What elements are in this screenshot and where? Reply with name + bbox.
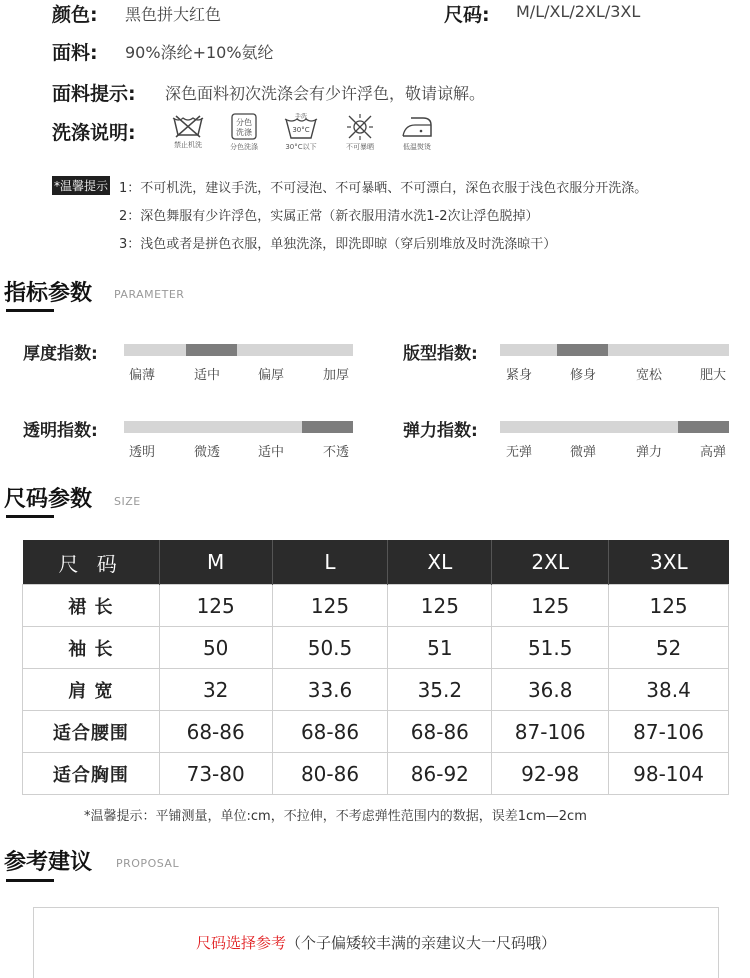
separate-wash-text-1: 分色 bbox=[236, 118, 252, 127]
transparency-option: 不透 bbox=[322, 445, 349, 460]
parameter-underline bbox=[6, 309, 54, 312]
size-header-cell: L bbox=[272, 540, 388, 585]
size-section-subtitle: SIZE bbox=[114, 495, 141, 508]
separate-wash-icon: 分色 洗涤 分色洗涤 bbox=[219, 113, 269, 152]
tip-badge: *温馨提示 bbox=[52, 176, 110, 195]
row-header-cell: 适合腰围 bbox=[23, 711, 160, 753]
thickness-option: 适中 bbox=[193, 368, 220, 383]
table-cell: 92-98 bbox=[492, 753, 609, 795]
proposal-title: 参考建议 bbox=[4, 850, 93, 875]
size-note: *温馨提示：平铺测量，单位:cm，不拉伸，不考虑弹性范围内的数据，误差1cm—2cm bbox=[84, 809, 587, 824]
row-header-cell: 肩 宽 bbox=[23, 669, 160, 711]
table-cell: 38.4 bbox=[609, 669, 729, 711]
thickness-level bbox=[186, 344, 237, 356]
fit-option: 紧身 bbox=[505, 368, 532, 383]
no-machine-wash-icon: 禁止机洗 bbox=[163, 113, 213, 150]
size-header-cell: 尺 码 bbox=[23, 540, 160, 585]
table-cell: 87-106 bbox=[609, 711, 729, 753]
table-cell: 125 bbox=[159, 585, 272, 627]
thickness-option: 偏薄 bbox=[128, 368, 155, 383]
table-cell: 86-92 bbox=[388, 753, 492, 795]
table-cell: 125 bbox=[492, 585, 609, 627]
size-table-header bbox=[23, 540, 729, 585]
table-row bbox=[23, 585, 729, 627]
proposal-text bbox=[34, 932, 718, 953]
fit-bar bbox=[500, 344, 729, 356]
thickness-bar bbox=[124, 344, 353, 356]
fabric-tip-label: 面料提示: bbox=[52, 83, 136, 105]
table-row bbox=[23, 753, 729, 795]
table-cell: 87-106 bbox=[492, 711, 609, 753]
proposal-body: （个子偏矮较丰满的亲建议大一尺码哦） bbox=[286, 934, 557, 952]
elasticity-option: 弹力 bbox=[635, 445, 662, 460]
tip-line-3: 3：浅色或者是拼色衣服，单独洗涤，即洗即晾（穿后别堆放及时洗涤晾干） bbox=[119, 237, 557, 252]
fit-option: 肥大 bbox=[699, 368, 726, 383]
elasticity-level bbox=[678, 421, 729, 433]
tip-line-1: 1：不可机洗，建议手洗，不可浸泡、不可暴晒、不可漂白，深色衣服于浅色衣服分开洗涤。 bbox=[119, 181, 648, 196]
elasticity-option: 高弹 bbox=[699, 445, 726, 460]
table-cell: 35.2 bbox=[388, 669, 492, 711]
table-cell: 125 bbox=[272, 585, 388, 627]
transparency-option: 微透 bbox=[193, 445, 220, 460]
elasticity-option: 无弹 bbox=[505, 445, 532, 460]
fabric-tip-value: 深色面料初次洗涤会有少许浮色，敬请谅解。 bbox=[165, 84, 486, 103]
size-header-cell: XL bbox=[388, 540, 492, 585]
proposal-highlight: 尺码选择参考 bbox=[195, 934, 286, 952]
table-cell: 51 bbox=[388, 627, 492, 669]
elasticity-option: 微弹 bbox=[569, 445, 596, 460]
transparency-option: 适中 bbox=[257, 445, 284, 460]
table-cell: 73-80 bbox=[159, 753, 272, 795]
table-row bbox=[23, 627, 729, 669]
hand-wash-text: 手洗 bbox=[294, 113, 308, 120]
row-header-cell: 袖 长 bbox=[23, 627, 160, 669]
table-cell: 50 bbox=[159, 627, 272, 669]
transparency-option: 透明 bbox=[128, 445, 155, 460]
fit-option: 宽松 bbox=[635, 368, 662, 383]
table-cell: 125 bbox=[388, 585, 492, 627]
parameter-subtitle: PARAMETER bbox=[114, 288, 185, 301]
table-cell: 52 bbox=[609, 627, 729, 669]
size-header-cell: 2XL bbox=[492, 540, 609, 585]
table-cell: 36.8 bbox=[492, 669, 609, 711]
table-row bbox=[23, 711, 729, 753]
row-header-cell: 适合胸围 bbox=[23, 753, 160, 795]
transparency-level bbox=[302, 421, 353, 433]
table-cell: 68-86 bbox=[272, 711, 388, 753]
color-label: 颜色: bbox=[52, 4, 98, 26]
transparency-label: 透明指数: bbox=[23, 421, 98, 441]
size-header-cell: M bbox=[159, 540, 272, 585]
fit-option: 修身 bbox=[569, 368, 596, 383]
thickness-label: 厚度指数: bbox=[23, 344, 98, 364]
fabric-label: 面料: bbox=[52, 42, 98, 64]
size-header-cell: 3XL bbox=[609, 540, 729, 585]
temperature-text: 30°C bbox=[292, 126, 310, 134]
proposal-underline bbox=[6, 879, 54, 882]
fabric-value: 90%涤纶+10%氨纶 bbox=[125, 43, 274, 62]
table-cell: 68-86 bbox=[159, 711, 272, 753]
table-row bbox=[23, 669, 729, 711]
table-cell: 51.5 bbox=[492, 627, 609, 669]
hand-wash-30-icon: 手洗 30°C 30°C以下 bbox=[285, 113, 317, 151]
table-cell: 98-104 bbox=[609, 753, 729, 795]
wash-label: 洗涤说明: bbox=[52, 122, 136, 144]
row-header-cell: 裙 长 bbox=[23, 585, 160, 627]
elasticity-label: 弹力指数: bbox=[403, 421, 478, 441]
size-section-title: 尺码参数 bbox=[4, 487, 93, 512]
transparency-bar bbox=[124, 421, 353, 433]
table-cell: 68-86 bbox=[388, 711, 492, 753]
color-value: 黑色拼大红色 bbox=[125, 5, 222, 24]
no-sun-dry-icon: 不可暴晒 bbox=[335, 113, 385, 152]
parameter-title: 指标参数 bbox=[4, 281, 93, 306]
table-cell: 80-86 bbox=[272, 753, 388, 795]
size-section-underline bbox=[6, 515, 54, 518]
thickness-option: 加厚 bbox=[322, 368, 349, 383]
tip-line-2: 2：深色舞服有少许浮色，实属正常（新衣服用清水洗1-2次让浮色脱掉） bbox=[119, 209, 539, 224]
table-cell: 50.5 bbox=[272, 627, 388, 669]
table-cell: 32 bbox=[159, 669, 272, 711]
low-temp-iron-icon: 低温熨烫 bbox=[392, 113, 442, 152]
size-table bbox=[22, 540, 729, 795]
size-label: 尺码: bbox=[444, 4, 490, 26]
table-cell: 33.6 bbox=[272, 669, 388, 711]
table-cell: 125 bbox=[609, 585, 729, 627]
separate-wash-text-2: 洗涤 bbox=[236, 128, 252, 137]
elasticity-bar bbox=[500, 421, 729, 433]
thickness-option: 偏厚 bbox=[257, 368, 284, 383]
proposal-subtitle: PROPOSAL bbox=[116, 857, 180, 870]
fit-label: 版型指数: bbox=[403, 344, 478, 364]
fit-level bbox=[557, 344, 608, 356]
size-value: M/L/XL/2XL/3XL bbox=[516, 2, 641, 21]
proposal-box bbox=[33, 907, 719, 978]
